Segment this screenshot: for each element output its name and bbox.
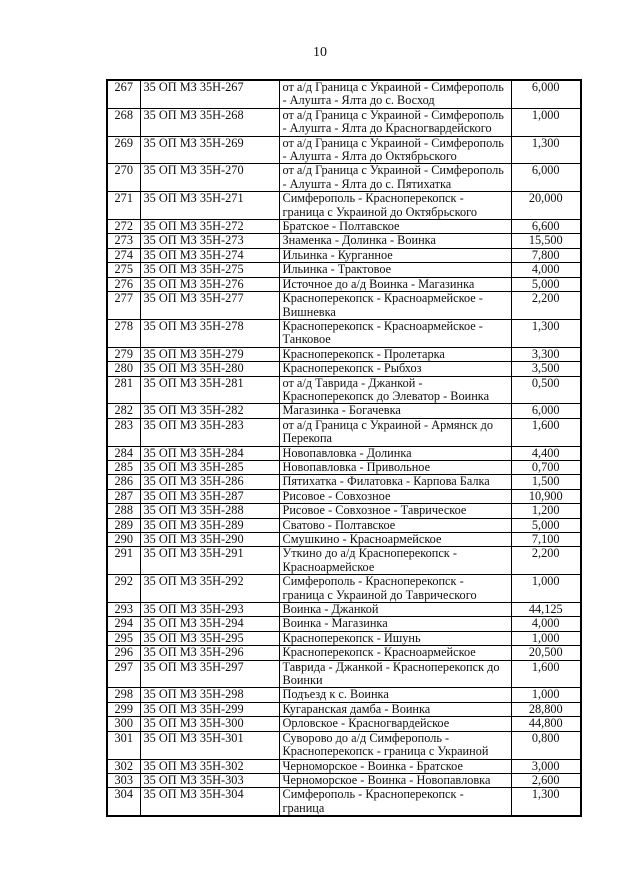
road-code-cell: 35 ОП МЗ 35Н-273 — [140, 234, 279, 248]
table-row — [107, 108, 581, 136]
row-number-cell: 287 — [107, 489, 140, 503]
road-code-cell: 35 ОП МЗ 35Н-282 — [140, 404, 279, 418]
table-row — [107, 460, 581, 474]
road-name-cell: Симферополь - Красноперекопск - граница — [279, 788, 511, 816]
length-km-cell: 2,200 — [511, 547, 581, 575]
road-name-cell: Красноперекопск - Пролетарка — [279, 347, 511, 361]
road-code-cell: 35 ОП МЗ 35Н-293 — [140, 603, 279, 617]
length-km-cell: 0,700 — [511, 460, 581, 474]
table-row — [107, 347, 581, 361]
road-name-cell: Воинка - Джанкой — [279, 603, 511, 617]
table-row — [107, 376, 581, 404]
length-km-cell: 28,800 — [511, 702, 581, 716]
road-name-cell: Черноморское - Воинка - Новопавловка — [279, 773, 511, 787]
road-name-cell: Красноперекопск - Рыбхоз — [279, 362, 511, 376]
road-name-cell: от а/д Граница с Украиной - Симферополь - Алушта - Ялта до Красногвардейского — [279, 108, 511, 136]
road-code-cell: 35 ОП МЗ 35Н-281 — [140, 376, 279, 404]
length-km-cell: 1,600 — [511, 660, 581, 688]
road-code-cell: 35 ОП МЗ 35Н-279 — [140, 347, 279, 361]
row-number-cell: 301 — [107, 731, 140, 759]
length-km-cell: 1,300 — [511, 788, 581, 816]
road-name-cell: Красноперекопск - Красноармейское - Танковое — [279, 319, 511, 347]
row-number-cell: 288 — [107, 504, 140, 518]
road-name-cell: Ильинка - Трактовое — [279, 263, 511, 277]
length-km-cell: 3,000 — [511, 759, 581, 773]
road-code-cell: 35 ОП МЗ 35Н-269 — [140, 136, 279, 164]
length-km-cell: 4,400 — [511, 446, 581, 460]
row-number-cell: 302 — [107, 759, 140, 773]
road-name-cell: Магазинка - Богачевка — [279, 404, 511, 418]
road-name-cell: Воинка - Магазинка — [279, 617, 511, 631]
length-km-cell: 15,500 — [511, 234, 581, 248]
road-name-cell: Новопавловка - Долинка — [279, 446, 511, 460]
road-code-cell: 35 ОП МЗ 35Н-303 — [140, 773, 279, 787]
table-row — [107, 631, 581, 645]
row-number-cell: 269 — [107, 136, 140, 164]
row-number-cell: 294 — [107, 617, 140, 631]
length-km-cell: 20,000 — [511, 192, 581, 220]
length-km-cell: 20,500 — [511, 646, 581, 660]
road-name-cell: Новопавловка - Привольное — [279, 460, 511, 474]
road-code-cell: 35 ОП МЗ 35Н-284 — [140, 446, 279, 460]
road-code-cell: 35 ОП МЗ 35Н-292 — [140, 575, 279, 603]
road-name-cell: от а/д Граница с Украиной - Армянск до Перекопа — [279, 418, 511, 446]
table-row — [107, 136, 581, 164]
road-list-table — [106, 79, 582, 817]
row-number-cell: 286 — [107, 475, 140, 489]
road-name-cell: Симферополь - Красноперекопск - граница с Украиной до Октябрьского — [279, 192, 511, 220]
road-name-cell: Суворово до а/д Симферополь - Красноперекопск - граница с Украиной — [279, 731, 511, 759]
row-number-cell: 279 — [107, 347, 140, 361]
road-code-cell: 35 ОП МЗ 35Н-288 — [140, 504, 279, 518]
road-name-cell: Рисовое - Совхозное — [279, 489, 511, 503]
length-km-cell: 7,100 — [511, 533, 581, 547]
table-body — [107, 80, 581, 816]
table-row — [107, 277, 581, 291]
row-number-cell: 277 — [107, 292, 140, 320]
road-name-cell: Рисовое - Совхозное - Таврическое — [279, 504, 511, 518]
table-row — [107, 489, 581, 503]
road-code-cell: 35 ОП МЗ 35Н-268 — [140, 108, 279, 136]
length-km-cell: 5,000 — [511, 518, 581, 532]
table-row — [107, 702, 581, 716]
row-number-cell: 289 — [107, 518, 140, 532]
row-number-cell: 273 — [107, 234, 140, 248]
road-code-cell: 35 ОП МЗ 35Н-267 — [140, 80, 279, 108]
table-row — [107, 404, 581, 418]
row-number-cell: 280 — [107, 362, 140, 376]
road-code-cell: 35 ОП МЗ 35Н-275 — [140, 263, 279, 277]
road-name-cell: Красноперекопск - Красноармейское — [279, 646, 511, 660]
length-km-cell: 1,000 — [511, 108, 581, 136]
row-number-cell: 296 — [107, 646, 140, 660]
row-number-cell: 282 — [107, 404, 140, 418]
table-row — [107, 788, 581, 816]
road-name-cell: Братское - Полтавское — [279, 220, 511, 234]
road-code-cell: 35 ОП МЗ 35Н-302 — [140, 759, 279, 773]
road-name-cell: от а/д Таврида - Джанкой - Красноперекопск до Элеватор - Воинка — [279, 376, 511, 404]
row-number-cell: 293 — [107, 603, 140, 617]
table-row — [107, 248, 581, 262]
table-row — [107, 418, 581, 446]
row-number-cell: 268 — [107, 108, 140, 136]
row-number-cell: 291 — [107, 547, 140, 575]
road-code-cell: 35 ОП МЗ 35Н-301 — [140, 731, 279, 759]
row-number-cell: 278 — [107, 319, 140, 347]
road-name-cell: от а/д Граница с Украиной - Симферополь - Алушта - Ялта до с. Пятихатка — [279, 164, 511, 192]
length-km-cell: 1,600 — [511, 418, 581, 446]
row-number-cell: 292 — [107, 575, 140, 603]
road-name-cell: Пятихатка - Филатовка - Карпова Балка — [279, 475, 511, 489]
length-km-cell: 1,000 — [511, 575, 581, 603]
length-km-cell: 1,300 — [511, 136, 581, 164]
road-code-cell: 35 ОП МЗ 35Н-294 — [140, 617, 279, 631]
table-row — [107, 575, 581, 603]
table-row — [107, 192, 581, 220]
road-code-cell: 35 ОП МЗ 35Н-280 — [140, 362, 279, 376]
length-km-cell: 5,000 — [511, 277, 581, 291]
road-code-cell: 35 ОП МЗ 35Н-278 — [140, 319, 279, 347]
road-code-cell: 35 ОП МЗ 35Н-271 — [140, 192, 279, 220]
length-km-cell: 10,900 — [511, 489, 581, 503]
road-name-cell: Смушкино - Красноармейское — [279, 533, 511, 547]
row-number-cell: 267 — [107, 80, 140, 108]
table-row — [107, 475, 581, 489]
road-name-cell: Сватово - Полтавское — [279, 518, 511, 532]
length-km-cell: 1,200 — [511, 504, 581, 518]
row-number-cell: 271 — [107, 192, 140, 220]
table-row — [107, 547, 581, 575]
length-km-cell: 4,000 — [511, 263, 581, 277]
length-km-cell: 6,000 — [511, 404, 581, 418]
length-km-cell: 6,000 — [511, 80, 581, 108]
road-name-cell: Красноперекопск - Красноармейское - Вишневка — [279, 292, 511, 320]
road-code-cell: 35 ОП МЗ 35Н-296 — [140, 646, 279, 660]
road-name-cell: Орловское - Красногвардейское — [279, 717, 511, 731]
road-code-cell: 35 ОП МЗ 35Н-304 — [140, 788, 279, 816]
table-row — [107, 759, 581, 773]
road-code-cell: 35 ОП МЗ 35Н-300 — [140, 717, 279, 731]
row-number-cell: 303 — [107, 773, 140, 787]
row-number-cell: 295 — [107, 631, 140, 645]
length-km-cell: 0,500 — [511, 376, 581, 404]
length-km-cell: 1,300 — [511, 319, 581, 347]
road-code-cell: 35 ОП МЗ 35Н-297 — [140, 660, 279, 688]
row-number-cell: 299 — [107, 702, 140, 716]
road-code-cell: 35 ОП МЗ 35Н-291 — [140, 547, 279, 575]
length-km-cell: 6,000 — [511, 164, 581, 192]
table-row — [107, 533, 581, 547]
table-row — [107, 319, 581, 347]
row-number-cell: 283 — [107, 418, 140, 446]
road-code-cell: 35 ОП МЗ 35Н-286 — [140, 475, 279, 489]
road-code-cell: 35 ОП МЗ 35Н-289 — [140, 518, 279, 532]
table-row — [107, 717, 581, 731]
row-number-cell: 284 — [107, 446, 140, 460]
length-km-cell: 1,000 — [511, 631, 581, 645]
table-row — [107, 660, 581, 688]
road-name-cell: Ильинка - Курганное — [279, 248, 511, 262]
table-row — [107, 234, 581, 248]
length-km-cell: 3,500 — [511, 362, 581, 376]
table-row — [107, 504, 581, 518]
row-number-cell: 290 — [107, 533, 140, 547]
road-code-cell: 35 ОП МЗ 35Н-270 — [140, 164, 279, 192]
road-code-cell: 35 ОП МЗ 35Н-276 — [140, 277, 279, 291]
table-row — [107, 220, 581, 234]
length-km-cell: 1,000 — [511, 688, 581, 702]
table-row — [107, 731, 581, 759]
table-row — [107, 646, 581, 660]
road-code-cell: 35 ОП МЗ 35Н-283 — [140, 418, 279, 446]
road-code-cell: 35 ОП МЗ 35Н-290 — [140, 533, 279, 547]
table-row — [107, 292, 581, 320]
row-number-cell: 298 — [107, 688, 140, 702]
table-row — [107, 164, 581, 192]
road-name-cell: Симферополь - Красноперекопск - граница с Украиной до Таврического — [279, 575, 511, 603]
road-code-cell: 35 ОП МЗ 35Н-287 — [140, 489, 279, 503]
road-name-cell: Красноперекопск - Ишунь — [279, 631, 511, 645]
length-km-cell: 44,125 — [511, 603, 581, 617]
table-row — [107, 263, 581, 277]
length-km-cell: 0,800 — [511, 731, 581, 759]
length-km-cell: 44,800 — [511, 717, 581, 731]
row-number-cell: 281 — [107, 376, 140, 404]
road-name-cell: от а/д Граница с Украиной - Симферополь - Алушта - Ялта до Октябрьского — [279, 136, 511, 164]
road-code-cell: 35 ОП МЗ 35Н-299 — [140, 702, 279, 716]
row-number-cell: 297 — [107, 660, 140, 688]
road-name-cell: Источное до а/д Воинка - Магазинка — [279, 277, 511, 291]
length-km-cell: 2,200 — [511, 292, 581, 320]
table-row — [107, 773, 581, 787]
length-km-cell: 3,300 — [511, 347, 581, 361]
page-number: 10 — [313, 45, 327, 60]
row-number-cell: 276 — [107, 277, 140, 291]
table-row — [107, 617, 581, 631]
row-number-cell: 270 — [107, 164, 140, 192]
table-row — [107, 518, 581, 532]
road-code-cell: 35 ОП МЗ 35Н-298 — [140, 688, 279, 702]
length-km-cell: 1,500 — [511, 475, 581, 489]
length-km-cell: 6,600 — [511, 220, 581, 234]
table-row — [107, 603, 581, 617]
length-km-cell: 7,800 — [511, 248, 581, 262]
road-name-cell: Черноморское - Воинка - Братское — [279, 759, 511, 773]
road-name-cell: Уткино до а/д Красноперекопск - Красноармейское — [279, 547, 511, 575]
road-name-cell: Подъезд к с. Воинка — [279, 688, 511, 702]
road-code-cell: 35 ОП МЗ 35Н-295 — [140, 631, 279, 645]
road-name-cell: Таврида - Джанкой - Красноперекопск до Воинки — [279, 660, 511, 688]
table-row — [107, 362, 581, 376]
row-number-cell: 300 — [107, 717, 140, 731]
road-name-cell: от а/д Граница с Украиной - Симферополь - Алушта - Ялта до с. Восход — [279, 80, 511, 108]
road-code-cell: 35 ОП МЗ 35Н-285 — [140, 460, 279, 474]
road-code-cell: 35 ОП МЗ 35Н-274 — [140, 248, 279, 262]
road-name-cell: Знаменка - Долинка - Воинка — [279, 234, 511, 248]
length-km-cell: 2,600 — [511, 773, 581, 787]
row-number-cell: 272 — [107, 220, 140, 234]
length-km-cell: 4,000 — [511, 617, 581, 631]
table-row — [107, 446, 581, 460]
row-number-cell: 285 — [107, 460, 140, 474]
road-code-cell: 35 ОП МЗ 35Н-272 — [140, 220, 279, 234]
road-name-cell: Кугаранская дамба - Воинка — [279, 702, 511, 716]
row-number-cell: 275 — [107, 263, 140, 277]
row-number-cell: 274 — [107, 248, 140, 262]
table-row — [107, 80, 581, 108]
table-row — [107, 688, 581, 702]
road-code-cell: 35 ОП МЗ 35Н-277 — [140, 292, 279, 320]
row-number-cell: 304 — [107, 788, 140, 816]
